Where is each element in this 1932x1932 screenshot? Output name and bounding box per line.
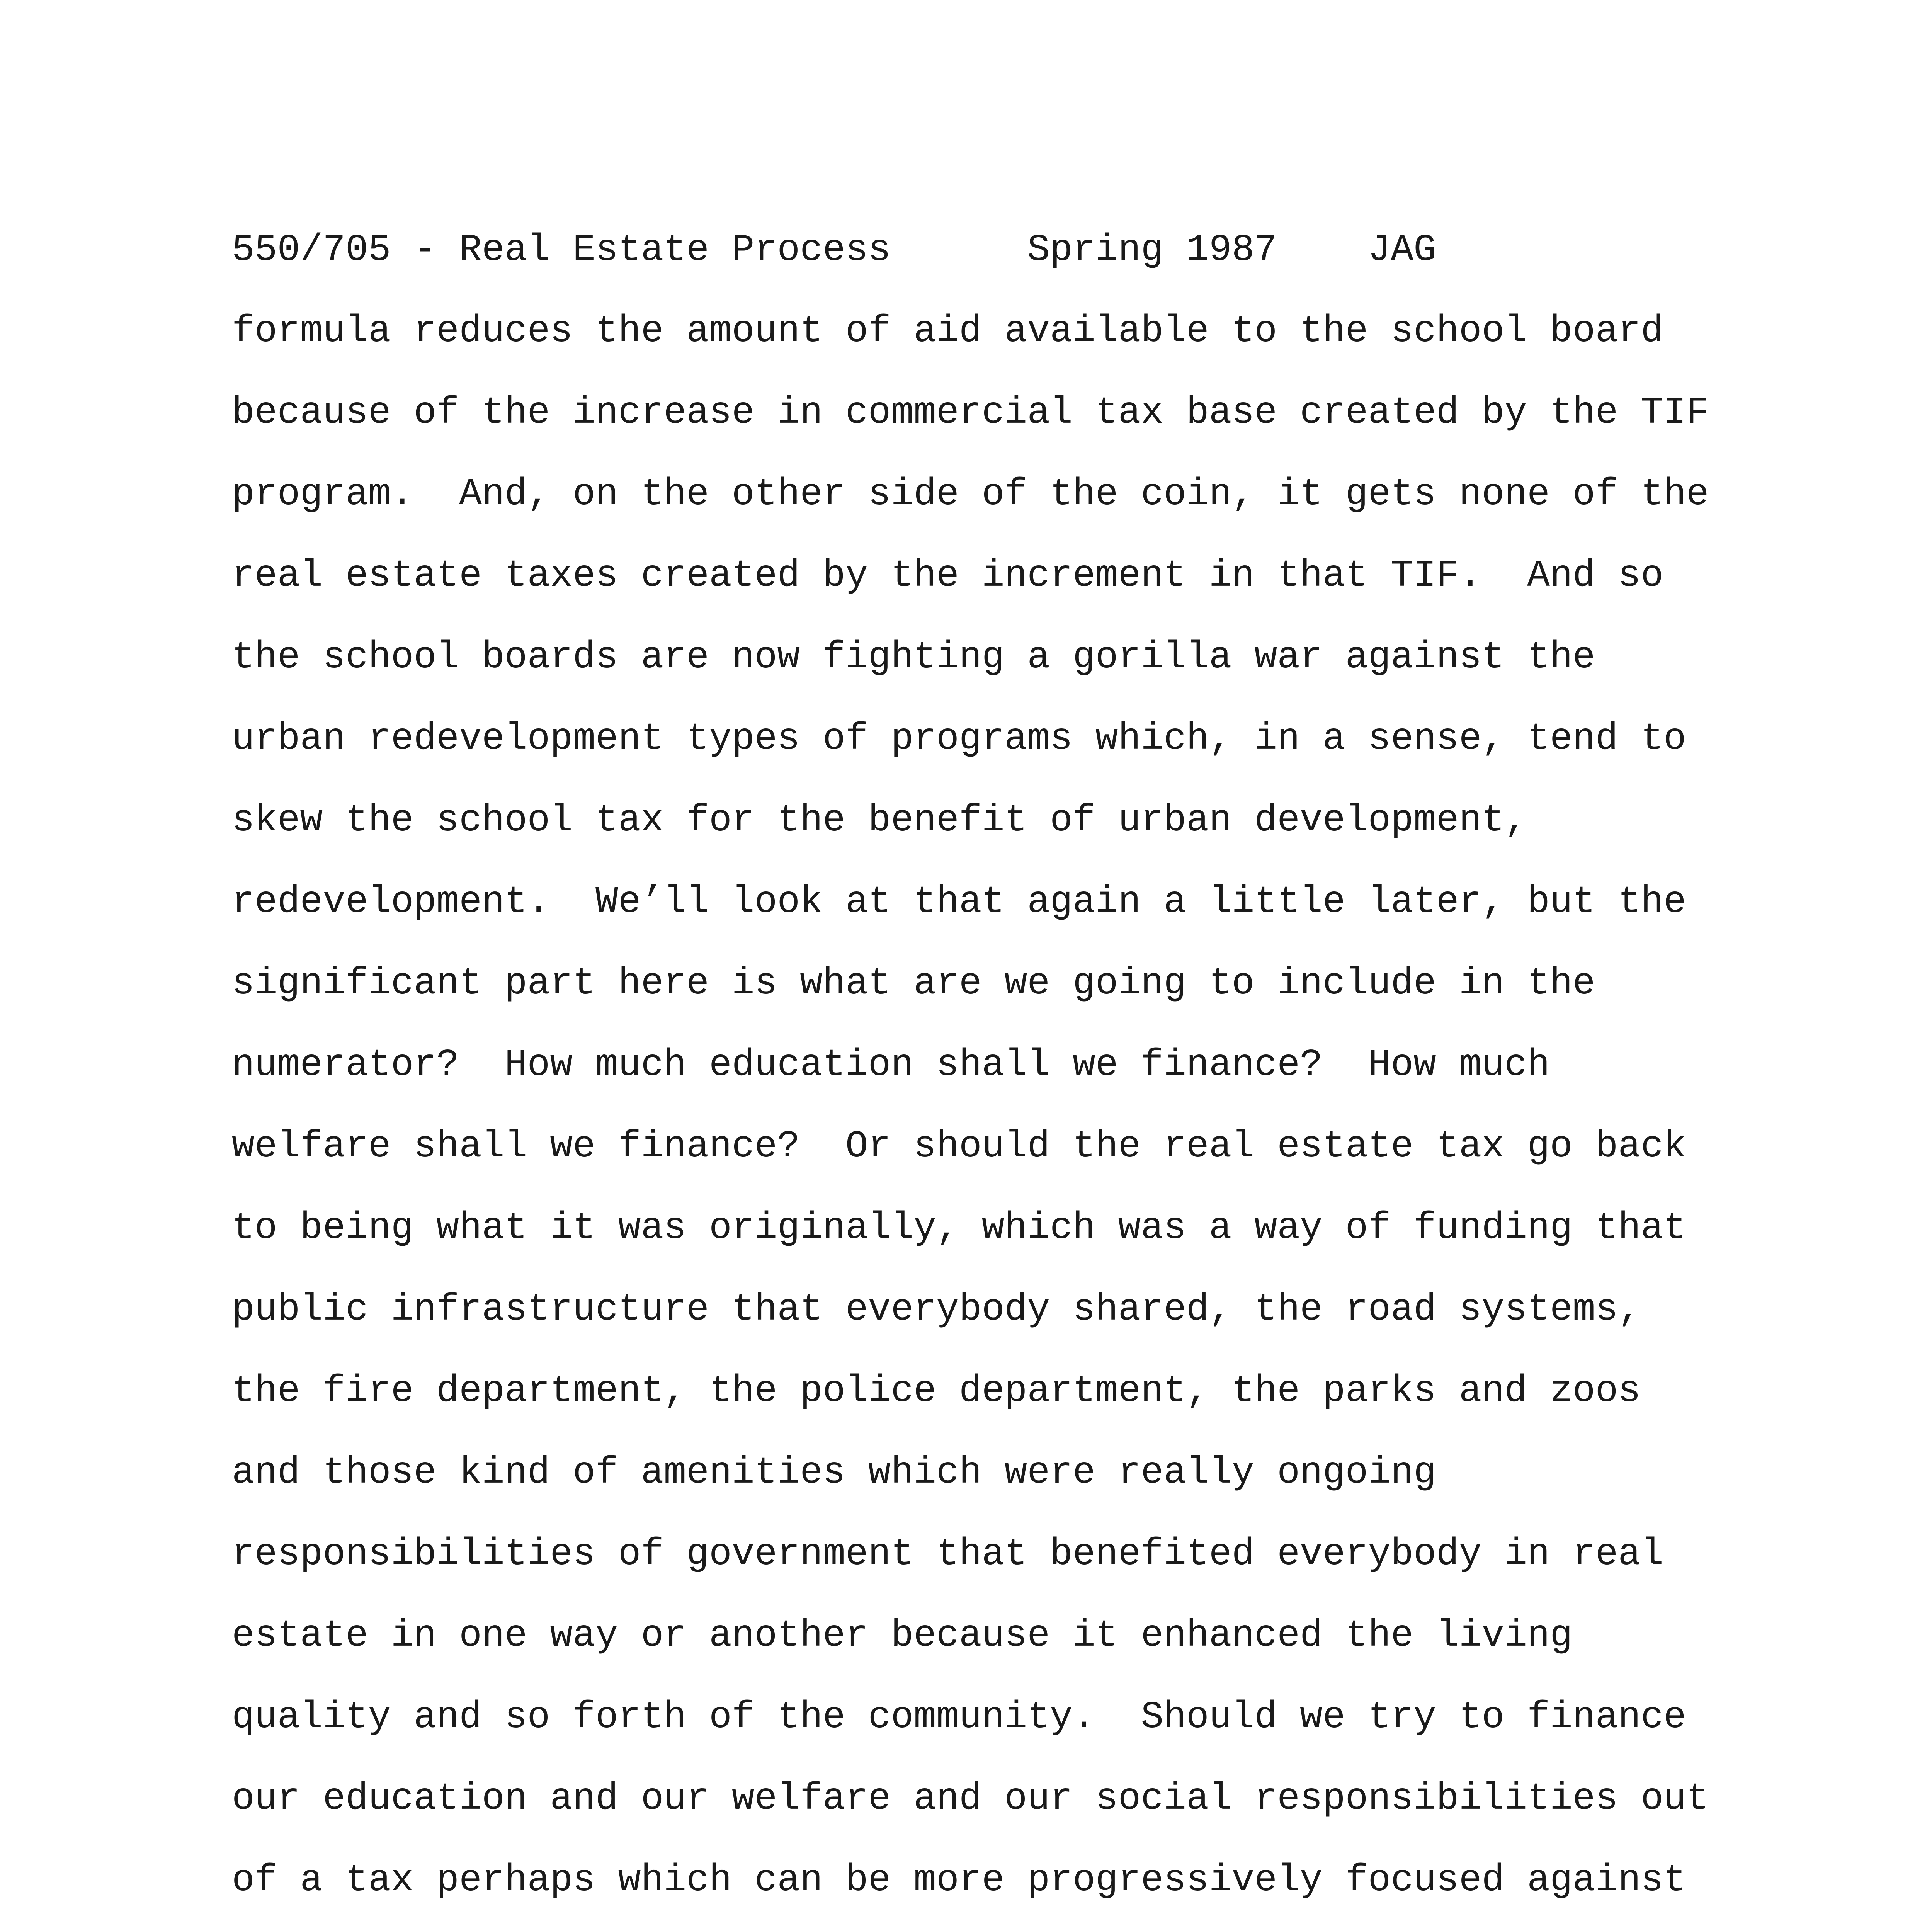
text-line: real estate taxes created by the increment in that TIF. And so bbox=[232, 554, 1664, 597]
body-text bbox=[232, 308, 1709, 1932]
text-line: formula reduces the amount of aid available to the school board bbox=[232, 310, 1664, 353]
text-line: skew the school tax for the benefit of urban development, bbox=[232, 799, 1527, 842]
text-line: and those kind of amenities which were really ongoing bbox=[232, 1451, 1436, 1494]
text-line: urban redevelopment types of programs which, in a sense, tend to bbox=[232, 718, 1686, 760]
text-line: welfare shall we finance? Or should the real estate tax go back bbox=[232, 1125, 1686, 1168]
text-line: estate in one way or another because it enhanced the living bbox=[232, 1614, 1573, 1657]
text-line: responsibilities of government that benefited everybody in real bbox=[232, 1533, 1664, 1576]
text-line: program. And, on the other side of the coin, it gets none of the bbox=[232, 473, 1709, 516]
text-line: the school boards are now fighting a gorilla war against the bbox=[232, 636, 1595, 679]
text-line: quality and so forth of the community. Should we try to finance bbox=[232, 1696, 1686, 1739]
text-line: of a tax perhaps which can be more progressively focused against bbox=[232, 1859, 1686, 1902]
text-line: our education and our welfare and our social responsibilities out bbox=[232, 1777, 1709, 1820]
text-line: to being what it was originally, which was a way of funding that bbox=[232, 1207, 1686, 1250]
text-line: the fire department, the police department, the parks and zoos bbox=[232, 1370, 1641, 1413]
text-line: because of the increase in commercial tax base created by the TIF bbox=[232, 391, 1709, 434]
text-line: significant part here is what are we going to include in the bbox=[232, 962, 1595, 1005]
running-header: 550/705 - Real Estate Process Spring 1987 JAG bbox=[232, 229, 1436, 272]
text-line: redevelopment. We’ll look at that again a little later, but the bbox=[232, 881, 1686, 923]
text-line: numerator? How much education shall we finance? How much bbox=[232, 1044, 1550, 1087]
text-line: public infrastructure that everybody shared, the road systems, bbox=[232, 1288, 1641, 1331]
